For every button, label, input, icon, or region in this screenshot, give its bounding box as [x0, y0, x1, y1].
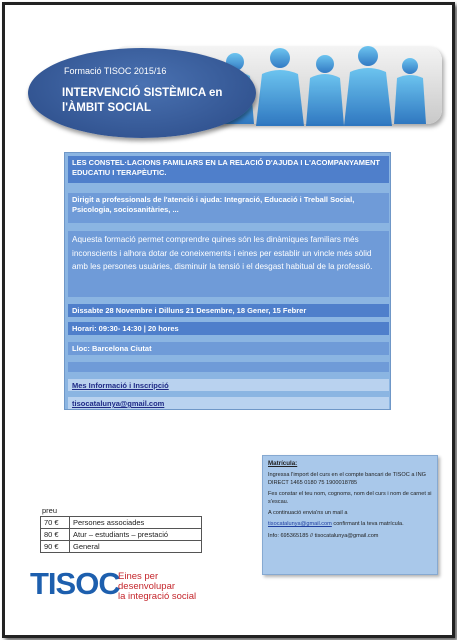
- course-description: Aquesta formació permet comprendre quines són les dinàmiques familiars més inconscients i alhora dotar de coneixements i eines per establir un vincle més sòlid amb les persones usuàries, disminuir la tensió i el desgast habitual de la professió.: [68, 231, 389, 297]
- course-audience: Dirigit a professionals de l'atenció i ajuda: Integració, Educació i Treball Social, Psicologia, sociosanitàries, ...: [68, 193, 389, 223]
- price-category: General: [70, 541, 202, 553]
- page-title: INTERVENCIÓ SISTÈMICA en l'ÀMBIT SOCIAL: [62, 87, 223, 114]
- course-schedule: Horari: 09:30- 14:30 | 20 hores: [68, 322, 389, 335]
- registration-instructions: Fes constar el teu nom, cognoms, nom del curs i nom de carnet si s'escau.: [268, 491, 432, 505]
- price-row: [41, 541, 202, 553]
- more-info-link[interactable]: Mes Informació i Inscripció: [68, 379, 389, 391]
- header-subtitle: Formació TISOC 2015/16: [64, 66, 167, 76]
- registration-confirm: [268, 521, 432, 528]
- price-table: [40, 516, 202, 553]
- course-place: Lloc: Barcelona Ciutat: [68, 342, 389, 355]
- registration-confirm-text: confirmant la teva matrícula.: [333, 521, 404, 528]
- registration-heading: Matrícula:: [268, 460, 298, 467]
- registration-box: [262, 455, 438, 575]
- price-label: preu: [42, 506, 58, 515]
- logo-tagline-line: Eines per: [118, 571, 159, 582]
- logo-tagline: [118, 572, 196, 602]
- registration-mail-text: A continuació envia'ns un mail a: [268, 510, 348, 517]
- logo-tagline-line: desenvolupar: [118, 581, 176, 592]
- email-link[interactable]: tisocatalunya@gmail.com: [68, 397, 389, 409]
- registration-bank: Ingressa l'import del curs en el compte bancari de TISOC a ING DIRECT 1465 0180 75 1900018785: [268, 472, 426, 486]
- course-dates: Dissabte 28 Novembre i Dilluns 21 Desembre, 18 Gener, 15 Febrer: [68, 304, 389, 317]
- logo-tagline-line: la integració social: [118, 591, 197, 602]
- price-category: Persones associades: [70, 517, 202, 529]
- registration-info: Info: 695365185 // tisocatalunya@gmail.com: [268, 532, 379, 539]
- price-row: [41, 529, 202, 541]
- price-value: 80 €: [41, 529, 70, 541]
- registration-email-link[interactable]: tisocatalunya@gmail.com: [268, 521, 332, 528]
- tisoc-logo: TISOC: [30, 566, 120, 601]
- price-value: 90 €: [41, 541, 70, 553]
- blank-row: [68, 362, 389, 372]
- price-value: 70 €: [41, 517, 70, 529]
- course-title: LES CONSTEL·LACIONS FAMILIARS EN LA RELACIÓ D'AJUDA I L'ACOMPANYAMENT EDUCATIU I TERAPÈUTIC.: [68, 156, 389, 183]
- price-category: Atur – estudiants – prestació: [70, 529, 202, 541]
- course-info-panel: [64, 152, 391, 410]
- price-row: [41, 517, 202, 529]
